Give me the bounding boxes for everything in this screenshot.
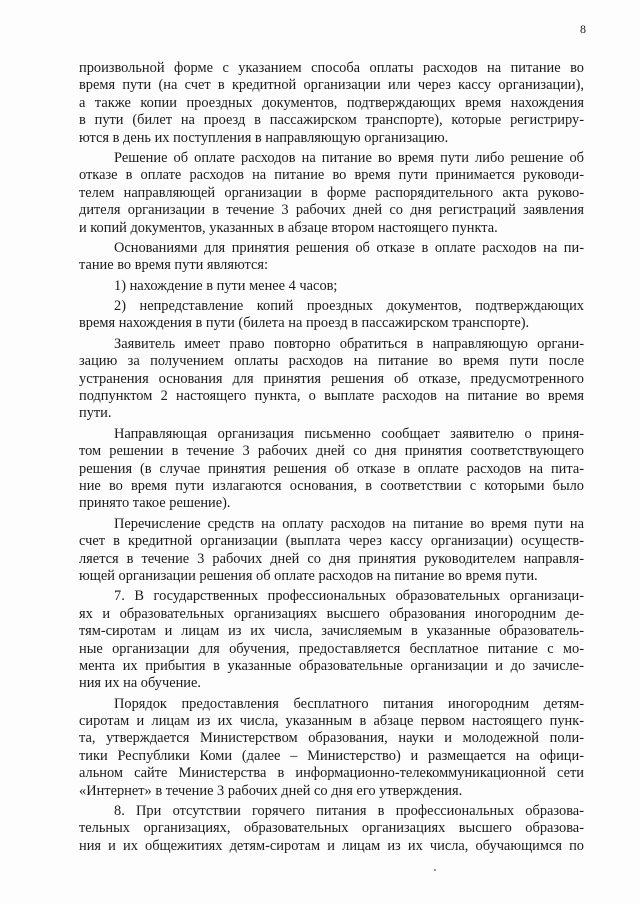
text-line: ния и их общежитиях детям-сиротам и лицам из их числа, обучающимся по xyxy=(79,837,584,854)
text-line: и копий документов, указанных в абзаце втором настоящего пункта. xyxy=(79,219,498,236)
page-number: 8 xyxy=(580,22,586,36)
text-line: Заявитель имеет право повторно обратиться в направляющую органи- xyxy=(114,335,584,352)
text-line: Порядок предоставления бесплатного питания иногородним детям- xyxy=(114,695,584,712)
text-line: решения (в случае принятия решения об отказе в оплате расходов на пита- xyxy=(79,460,584,477)
paragraph xyxy=(79,516,584,586)
paragraph xyxy=(79,696,584,800)
text-line: 8. При отсутствии горячего питания в профессиональных образова- xyxy=(114,803,584,820)
text-line: ях и образовательных организациях высшего образования иногородним де- xyxy=(79,605,584,622)
text-line: телем направляющей организации в форме распорядительного акта руково- xyxy=(79,184,584,201)
text-line: пути. xyxy=(79,405,112,422)
paragraph xyxy=(79,336,584,423)
paragraph xyxy=(79,60,584,147)
text-line: время пути (на счет в кредитной организации или через кассу организации), xyxy=(79,77,584,94)
text-line: мента их прибытия в указанные образовательные организации и до зачисле- xyxy=(79,657,584,674)
text-line: ются в день их поступления в направляющую организацию. xyxy=(79,129,449,146)
text-line: ные организации для обучения, предоставляется бесплатное питание с мо- xyxy=(79,640,584,657)
text-line: дителя организации в течение 3 рабочих дней со дня регистраций заявления xyxy=(79,202,584,219)
paragraph xyxy=(79,298,584,333)
text-line: зацию за получением оплаты расходов на питание во время пути после xyxy=(79,353,584,370)
text-line: тики Республики Коми (далее – Министерство) и размещается на офици- xyxy=(79,747,584,764)
paragraph xyxy=(79,426,584,513)
scan-speck xyxy=(434,869,436,871)
text-line: 2) непредставление копий проездных документов, подтверждающих xyxy=(114,298,584,315)
text-line: тельных организациях, образовательных организациях высшего образова- xyxy=(79,820,584,837)
paragraph xyxy=(79,240,584,275)
text-line: ющей организации решения об оплате расходов на питание во время пути. xyxy=(79,567,538,584)
text-line: Решение об оплате расходов на питание во время пути либо решение об xyxy=(114,149,584,166)
text-line: счет в кредитной организации (выплата через кассу организации) осуществ- xyxy=(79,533,584,550)
text-line: 1) нахождение в пути менее 4 часов; xyxy=(114,277,338,294)
text-line: тям-сиротам и лицам из их числа, зачисляемым в указанные образователь- xyxy=(79,623,584,640)
text-line: подпунктом 2 настоящего пункта, о выплате расходов на питание во время xyxy=(79,388,584,405)
text-line: «Интернет» в течение 3 рабочих дней со дня его утверждения. xyxy=(79,782,463,799)
text-line: ние во время пути излагаются основания, в соответствии с которыми было xyxy=(79,477,584,494)
text-line: произвольной форме с указанием способа оплаты расходов на питание во xyxy=(79,60,584,76)
text-line: время нахождения в пути (билета на проезд в пассажирском транспорте). xyxy=(79,315,530,332)
text-line: принято такое решение). xyxy=(79,495,231,512)
text-line: альном сайте Министерства в информационно-телекоммуникационной сети xyxy=(79,765,584,782)
paragraph xyxy=(79,278,584,295)
text-line: та, утверждается Министерством образования, науки и молодежной поли- xyxy=(79,730,584,747)
paragraph xyxy=(79,803,584,855)
text-line: Перечисление средств на оплату расходов на питание во время пути на xyxy=(114,515,584,532)
text-line: Основаниями для принятия решения об отказе в оплате расходов на пи- xyxy=(114,239,584,256)
text-line: устранения основания для принятия решения об отказе, предусмотренного xyxy=(79,370,584,387)
text-line: сиротам и лицам из их числа, указанным в абзаце первом настоящего пунк- xyxy=(79,713,584,730)
text-line: Направляющая организация письменно сообщает заявителю о приня- xyxy=(114,425,584,442)
text-line: том решении в течение 3 рабочих дней со дня принятия соответствующего xyxy=(79,443,584,460)
text-line: ния их на обучение. xyxy=(79,675,201,692)
text-line: ляется в течение 3 рабочих дней со дня принятия руководителем направля- xyxy=(79,550,584,567)
text-line: отказе в оплате расходов на питание во время пути принимается руководи- xyxy=(79,167,584,184)
paragraph xyxy=(79,150,584,237)
text-line: 7. В государственных профессиональных образовательных организаци- xyxy=(114,588,584,605)
document-body xyxy=(79,60,584,858)
text-line: в пути (билет на проезд в пассажирском транспорте), которые регистриру- xyxy=(79,112,584,129)
text-line: а также копии проездных документов, подтверждающих время нахождения xyxy=(79,94,584,111)
paragraph xyxy=(79,588,584,692)
text-line: тание во время пути являются: xyxy=(79,257,268,274)
